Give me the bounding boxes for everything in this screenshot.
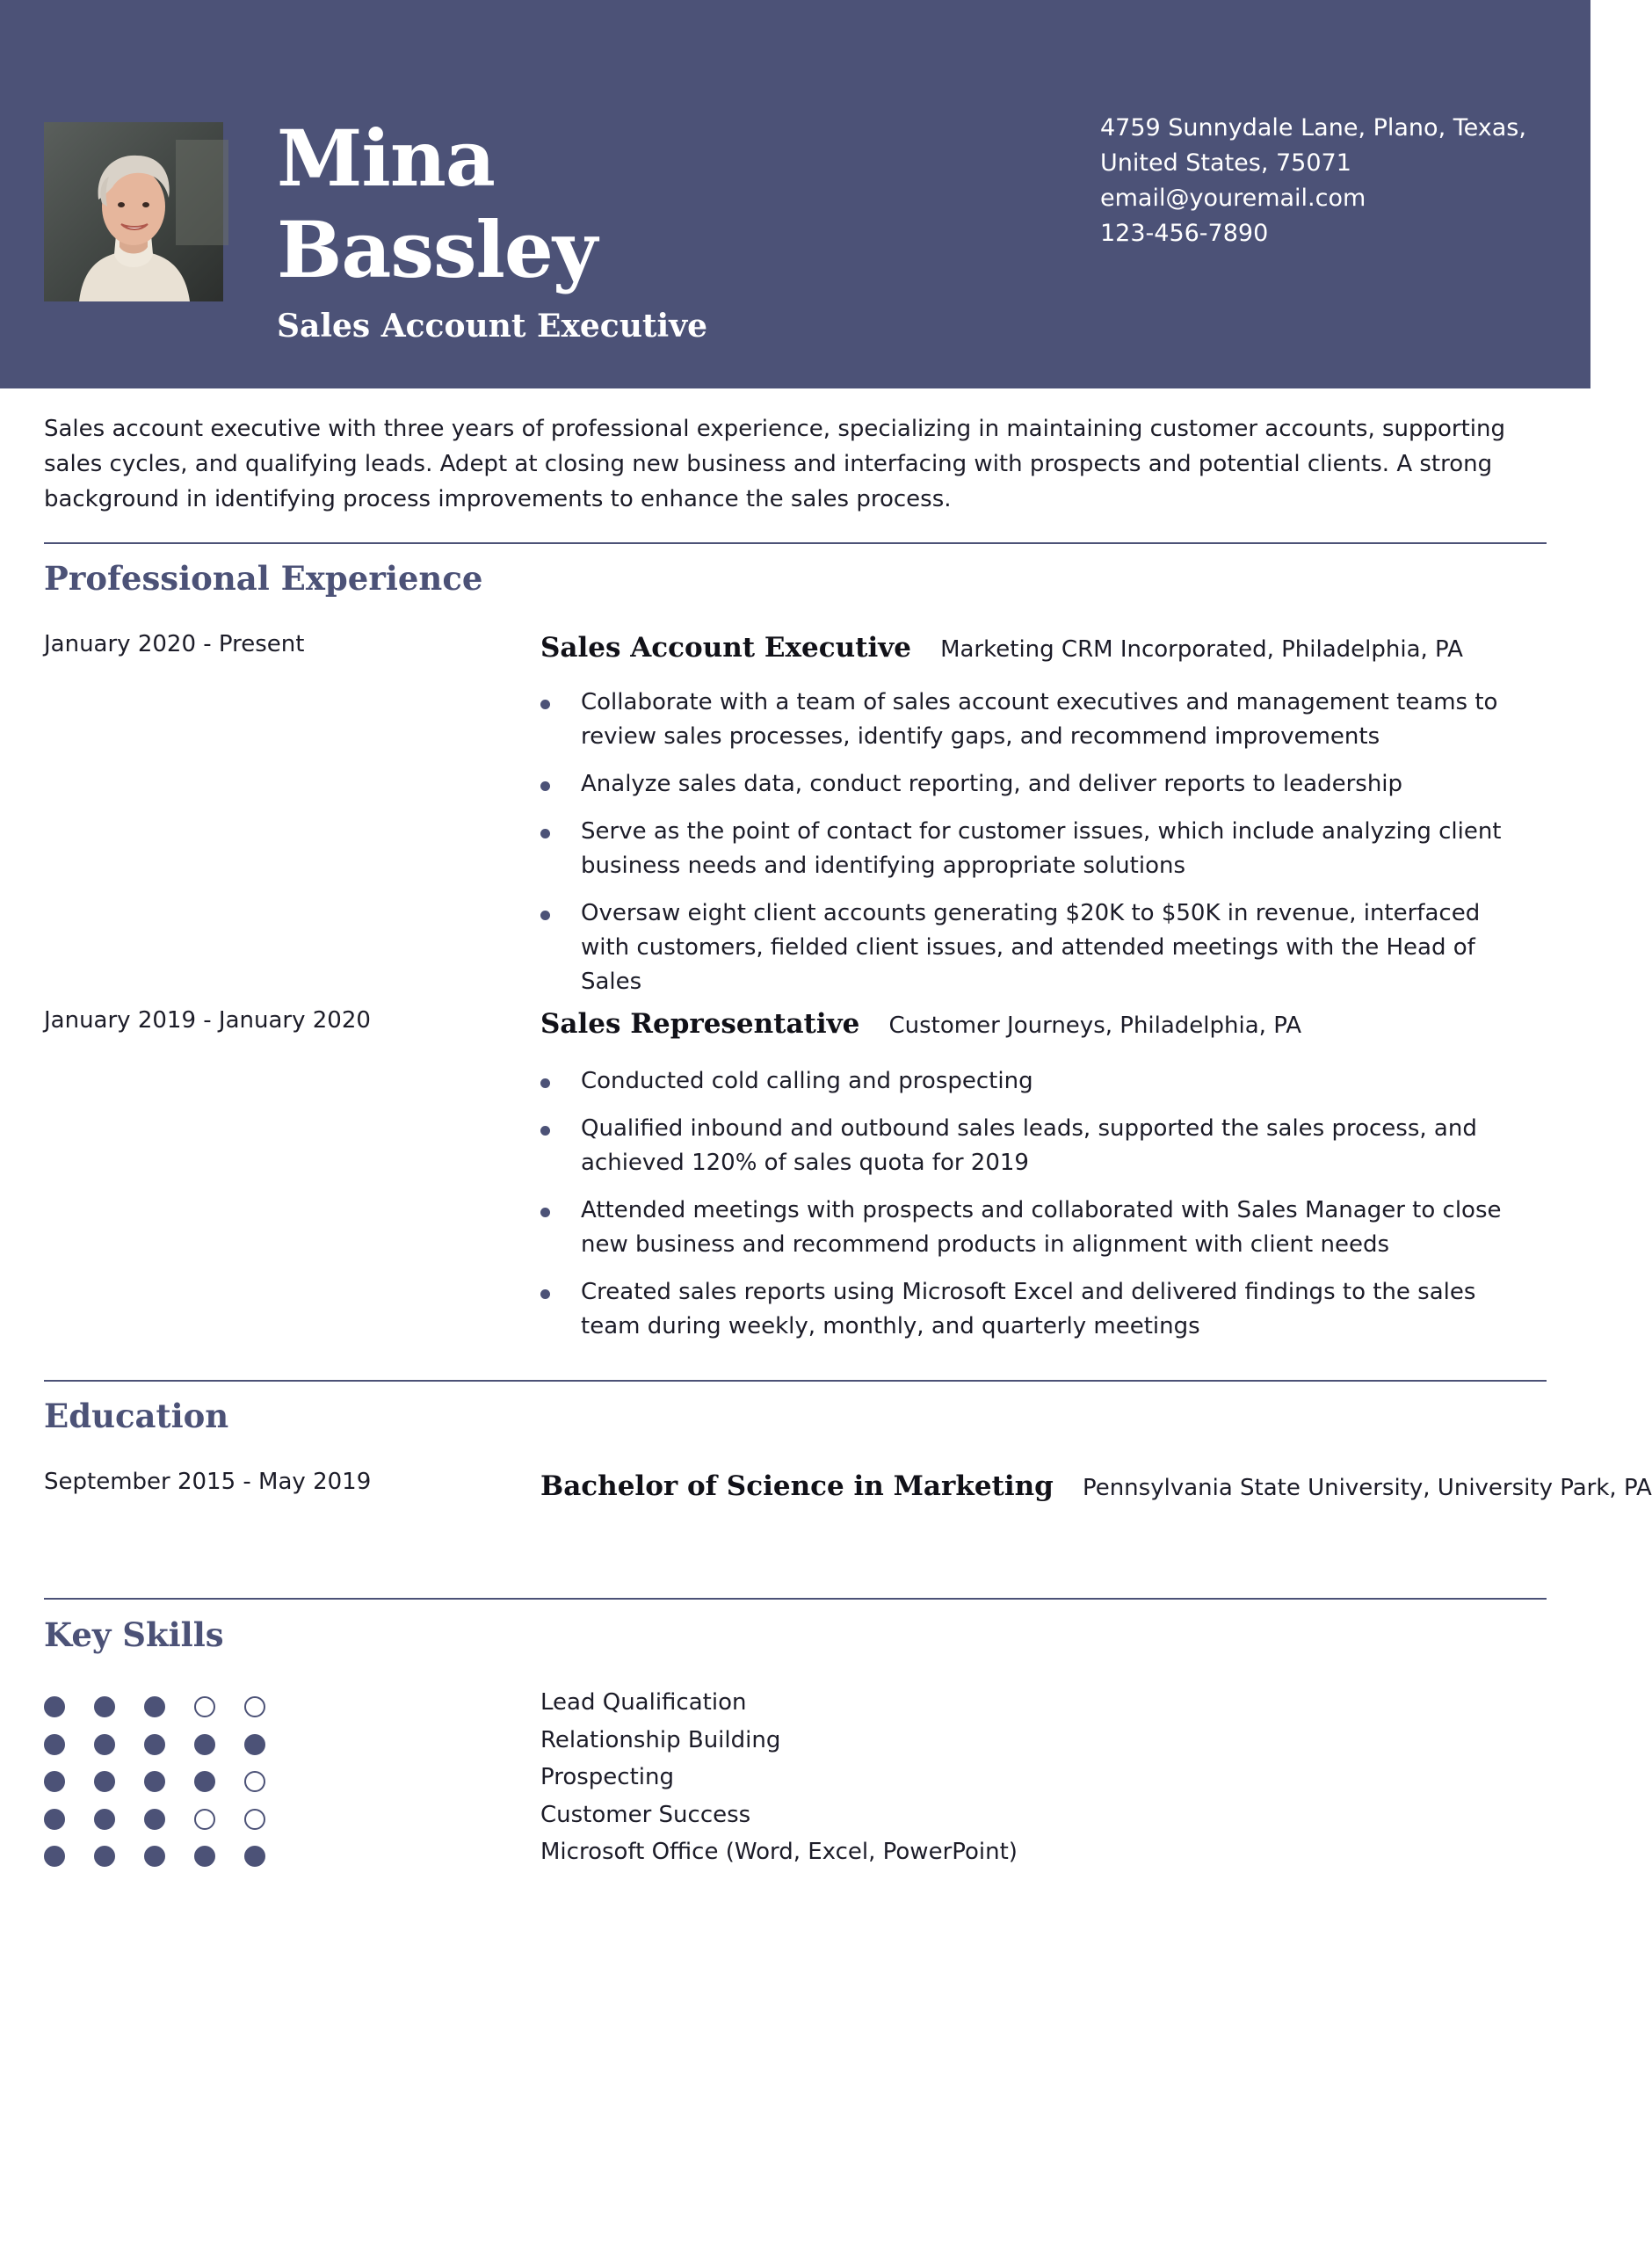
address-line-2: United States, 75071 (1100, 149, 1351, 177)
rating-dot-filled-icon (94, 1846, 115, 1867)
rating-dot-filled-icon (194, 1846, 215, 1867)
bullet-icon (540, 781, 550, 791)
section-divider (44, 542, 1547, 544)
address-line-1: 4759 Sunnydale Lane, Plano, Texas, (1100, 114, 1526, 142)
job-company: Customer Journeys, Philadelphia, PA (888, 1012, 1301, 1039)
email[interactable]: email@youremail.com (1100, 185, 1366, 212)
list-item: Analyze sales data, conduct reporting, and deliver reports to leadership (540, 767, 1533, 802)
rating-dot-filled-icon (144, 1771, 165, 1792)
candidate-title: Sales Account Executive (277, 308, 708, 345)
list-item: Conducted cold calling and prospecting (540, 1064, 1533, 1099)
rating-dot-filled-icon (94, 1734, 115, 1755)
bullet-icon (540, 1289, 550, 1299)
rating-dot-filled-icon (44, 1696, 65, 1717)
list-item: Serve as the point of contact for customer issues, which include analyzing client business needs and identifying appropriate solutions (540, 815, 1533, 883)
bullet-icon (540, 1078, 550, 1088)
bullet-icon (540, 1126, 550, 1136)
rating-dot-empty-icon (244, 1696, 265, 1717)
section-divider (44, 1598, 1547, 1600)
degree: Bachelor of Science in Marketing (540, 1470, 1054, 1502)
rating-dot-filled-icon (44, 1846, 65, 1867)
portrait-image (44, 122, 223, 301)
job-title: Sales Representative (540, 1008, 860, 1040)
rating-dot-filled-icon (194, 1734, 215, 1755)
school: Pennsylvania State University, University Park, PA (1082, 1475, 1652, 1501)
job-bullets (540, 686, 1533, 1012)
skill-name: Microsoft Office (Word, Excel, PowerPoint) (540, 1839, 1018, 1865)
experience-heading: Professional Experience (44, 559, 483, 598)
rating-dot-filled-icon (244, 1734, 265, 1755)
bullet-icon (540, 700, 550, 709)
job-header (540, 632, 1463, 664)
rating-dot-filled-icon (44, 1809, 65, 1830)
education-dates: September 2015 - May 2019 (44, 1469, 372, 1495)
rating-dot-filled-icon (144, 1734, 165, 1755)
bullet-icon (540, 829, 550, 838)
skill-name: Relationship Building (540, 1727, 781, 1753)
list-item: Qualified inbound and outbound sales leads, supported the sales process, and achieved 120% of sales quota for 2019 (540, 1112, 1533, 1180)
rating-dot-filled-icon (144, 1696, 165, 1717)
list-item: Oversaw eight client accounts generating $20K to $50K in revenue, interfaced with customers, fielded client issues, and attended meetings with the Head of Sales (540, 896, 1533, 999)
rating-dot-filled-icon (44, 1734, 65, 1755)
last-name: Bassley (277, 204, 598, 295)
list-item: Attended meetings with prospects and collaborated with Sales Manager to close new business and recommend products in alignment with client needs (540, 1194, 1533, 1262)
skill-name: Prospecting (540, 1764, 674, 1790)
job-header (540, 1008, 1301, 1040)
rating-dot-empty-icon (194, 1809, 215, 1830)
job-dates: January 2020 - Present (44, 631, 305, 657)
education-header (540, 1470, 1652, 1502)
rating-dot-filled-icon (44, 1771, 65, 1792)
rating-dot-filled-icon (194, 1771, 215, 1792)
rating-dot-filled-icon (94, 1771, 115, 1792)
phone: 123-456-7890 (1100, 220, 1269, 247)
first-name: Mina (277, 112, 495, 204)
resume-header (0, 0, 1590, 388)
section-divider (44, 1380, 1547, 1382)
list-item: Collaborate with a team of sales account executives and management teams to review sales processes, identify gaps, and recommend improvements (540, 686, 1533, 754)
job-dates: January 2019 - January 2020 (44, 1007, 371, 1034)
rating-dot-empty-icon (244, 1771, 265, 1792)
job-company: Marketing CRM Incorporated, Philadelphia, PA (940, 636, 1463, 663)
job-bullets (540, 1064, 1533, 1357)
skill-name: Customer Success (540, 1802, 751, 1828)
rating-dot-filled-icon (94, 1809, 115, 1830)
contact-info (1100, 111, 1557, 251)
skills-heading: Key Skills (44, 1615, 224, 1654)
rating-dot-empty-icon (244, 1809, 265, 1830)
profile-photo (44, 122, 223, 301)
candidate-name (277, 112, 769, 295)
bullet-icon (540, 911, 550, 920)
skill-name: Lead Qualification (540, 1689, 747, 1716)
job-title: Sales Account Executive (540, 632, 911, 664)
rating-dot-empty-icon (194, 1696, 215, 1717)
rating-dot-filled-icon (244, 1846, 265, 1867)
bullet-icon (540, 1208, 550, 1217)
professional-summary: Sales account executive with three years of professional experience, specializing in maintaining customer accounts, supporting sales cycles, and qualifying leads. Adept at closing new business and interfacing with prospects and potential clients. A strong background in identifying process improvements to enhance the sales process. (44, 416, 1505, 512)
list-item: Created sales reports using Microsoft Excel and delivered findings to the sales team during weekly, monthly, and quarterly meetings (540, 1275, 1533, 1344)
rating-dot-filled-icon (144, 1809, 165, 1830)
rating-dot-filled-icon (94, 1696, 115, 1717)
rating-dot-filled-icon (144, 1846, 165, 1867)
education-heading: Education (44, 1397, 229, 1435)
